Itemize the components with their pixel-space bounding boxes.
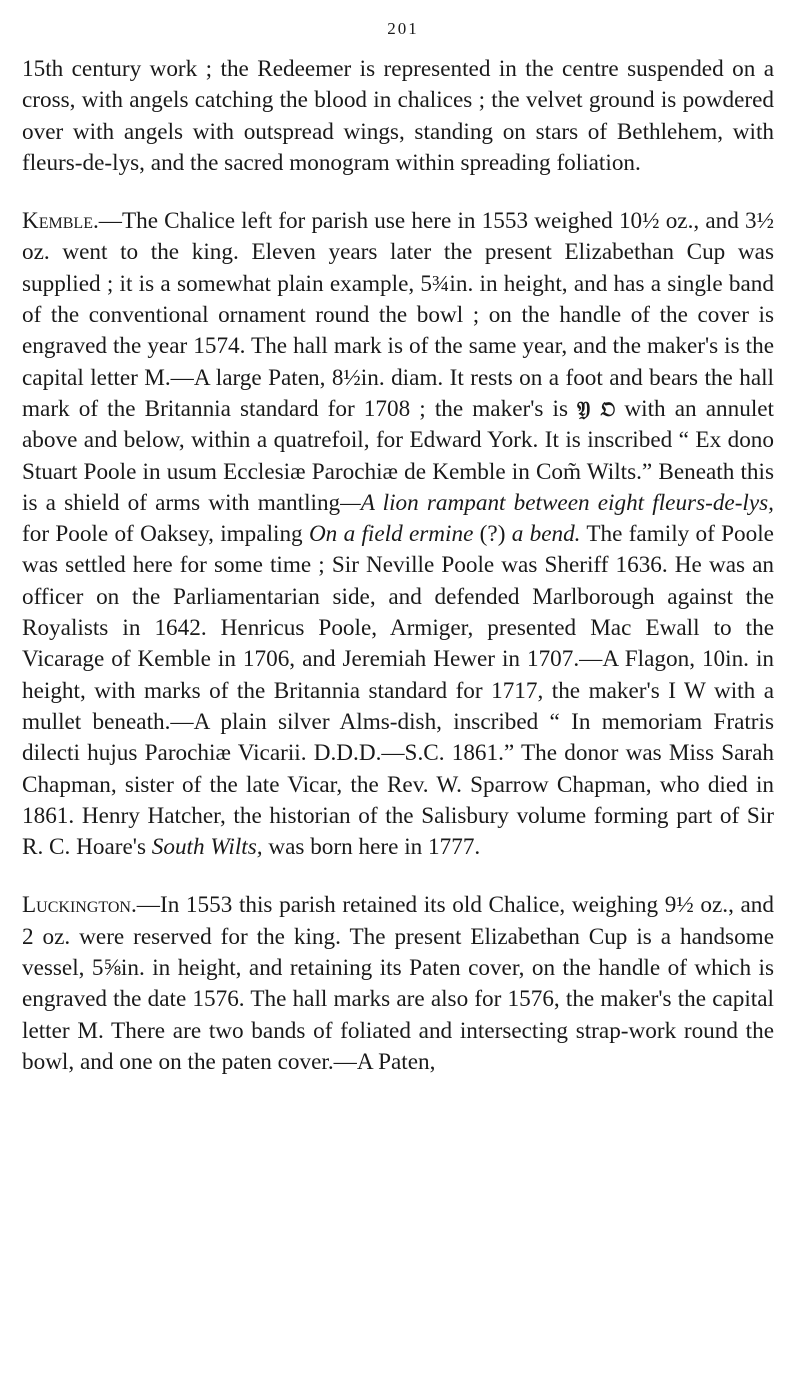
- paragraph-text: The family of Poole was settled here for some time ; Sir Neville Poole was Sheriff 1636. He was an officer on the Parliamentarian side, and defended Marlborough against the Royalists in 1642. Henricus Poole, Armiger, presented Mac Ewall to the Vicarage of Kemble in 1706, and Jeremiah Hewer in 1707.—A Flagon, 10in. in height, with marks of the Britannia standard for 1717, the maker's I W with a mullet beneath.—A plain silver Alms-dish, inscribed “ In memoriam Fratris dilecti hujus Parochiæ Vicarii. D.D.D.—S.C. 1861.” The donor was Miss Sarah Chapman, sister of the late Vicar, the Rev. W. Sparrow Chapman, who died in 1861. Henry Hatcher, the historian of the Salisbury volume forming part of Sir R. C. Hoare's: [22, 521, 774, 861]
- paragraph-luckington: [22, 890, 774, 1078]
- paragraph-continued: [22, 54, 774, 179]
- paragraph-text: was born here in 1777.: [262, 834, 481, 861]
- makers-mark-glyph: 𝔜 𝔒: [577, 396, 616, 421]
- heraldry-italic: On a field ermine: [308, 521, 474, 548]
- book-title-italic: South Wilts,: [151, 834, 263, 861]
- paragraph-text: with an annulet above and below, within a quatrefoil, for Edward York. It is inscribed “ Ex dono Stuart Poole in usum Ecclesiæ Parochiæ de Kemble in Com̃ Wilts.” Beneath this is a shield of arms with mantling: [22, 395, 774, 516]
- paragraph-kemble: [22, 206, 774, 863]
- paragraph-text: 15th century work ; the Redeemer is represented in the centre suspended on a cross, with angels catching the blood in chalices ; the velvet ground is powdered over with angels with outspread wings, standing on stars of Bethlehem, with fleurs-de-lys, and the sacred monogram within spreading foliation.: [22, 56, 774, 176]
- page-number: 201: [387, 19, 419, 38]
- section-heading-luckington: Luckington.: [22, 892, 137, 919]
- heraldry-italic: a bend.: [511, 521, 581, 548]
- paragraph-text: (?): [473, 521, 512, 548]
- heraldry-italic: —A lion rampant between eight fleurs-de-lys,: [340, 489, 774, 516]
- document-page: [22, 14, 774, 1078]
- paragraph-text: —In 1553 this parish retained its old Chalice, weighing 9½ oz., and 2 oz. were reserved for the king. The present Elizabethan Cup is a handsome vessel, 5⅝in. in height, and retaining its Paten cover, on the handle of which is engraved the date 1576. The hall marks are also for 1576, the maker's the capital letter M. There are two bands of foliated and intersecting strap-work round the bowl, and one on the paten cover.—A Paten,: [22, 892, 774, 1075]
- section-heading-kemble: Kemble.: [22, 208, 99, 235]
- paragraph-text: for Poole of Oaksey, impaling: [22, 521, 309, 548]
- paragraph-text: —The Chalice left for parish use here in 1553 weighed 10½ oz., and 3½ oz. went to the king. Eleven years later the present Elizabethan Cup was supplied ; it is a somewhat plain example, 5¾in. in height, and has a single band of the conventional ornament round the bowl ; on the handle of the cover is engraved the year 1574. The hall mark is of the same year, and the maker's is the capital letter M.—A large Paten, 8½in. diam. It rests on a foot and bears the hall mark of the Britannia standard for 1708 ; the maker's is: [22, 208, 774, 422]
